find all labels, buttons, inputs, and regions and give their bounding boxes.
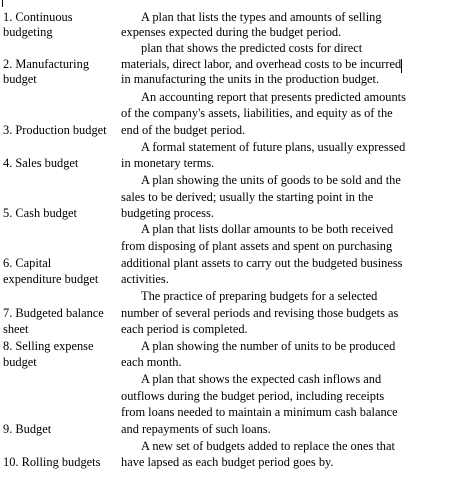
margin-mark [2,0,3,7]
term-1-line-1: 1. Continuous [3,10,73,24]
definition-7-line-1: The practice of preparing budgets for a selected [141,289,378,303]
definition-5-line-3: budgeting process. [121,206,214,220]
term-5-line-1: 5. Cash budget [3,206,77,220]
definition-4-line-1: A formal statement of future plans, usually expressed [141,140,406,154]
definition-7-line-2: number of several periods and revising those budgets as [121,306,399,320]
definition-9-line-3: from loans needed to maintain a minimum cash balance [121,405,398,419]
definition-10-line-1: A new set of budgets added to replace the ones that [141,439,395,453]
definition-5-line-2: sales to be derived; usually the starting point in the [121,190,374,204]
term-2-line-1: 2. Manufacturing [3,57,90,71]
term-6-line-2: expenditure budget [3,272,99,286]
definition-2-line-2: materials, direct labor, and overhead costs to be incurred [121,57,402,71]
term-9-line-1: 9. Budget [3,422,52,436]
definition-1-line-2: expenses expected during the budget period. [121,25,342,39]
definition-7-line-3: each period is completed. [121,322,248,336]
definition-9-line-1: A plan that shows the expected cash inflows and [141,372,382,386]
definition-2-line-1: plan that shows the predicted costs for direct [141,41,363,55]
definition-10-line-2: have lapsed as each budget period goes by. [121,455,334,469]
term-8-line-1: 8. Selling expense [3,339,94,353]
definition-3-line-1: An accounting report that presents predicted amounts [141,90,406,104]
term-7-line-2: sheet [3,322,29,336]
definition-6-line-1: A plan that lists dollar amounts to be both received [141,222,394,236]
term-7-line-1: 7. Budgeted balance [3,306,104,320]
term-6-line-1: 6. Capital [3,256,52,270]
term-10-line-1: 10. Rolling budgets [3,455,101,469]
definition-2-line-3: in manufacturing the units in the production budget. [121,72,380,86]
definition-6-line-4: activities. [121,272,169,286]
definition-9-line-2: outflows during the budget period, including receipts [121,389,385,403]
definition-3-line-2: of the company's assets, liabilities, and equity as of the [121,106,393,120]
term-2-line-2: budget [3,72,37,86]
definition-1-line-1: A plan that lists the types and amounts of selling [141,10,382,24]
definition-4-line-2: in monetary terms. [121,156,215,170]
definition-3-line-3: end of the budget period. [121,123,246,137]
term-1-line-2: budgeting [3,25,53,39]
definition-6-line-2: from disposing of plant assets and spent on purchasing [121,239,393,253]
term-8-line-2: budget [3,355,37,369]
text-insertion-cursor [401,59,402,73]
definition-9-line-4: and repayments of such loans. [121,422,271,436]
term-3-line-1: 3. Production budget [3,123,107,137]
definition-8-line-2: each month. [121,355,182,369]
definition-6-line-3: additional plant assets to carry out the budgeted business [121,256,403,270]
definition-8-line-1: A plan showing the number of units to be produced [141,339,396,353]
definition-5-line-1: A plan showing the units of goods to be sold and the [141,173,401,187]
term-4-line-1: 4. Sales budget [3,156,79,170]
